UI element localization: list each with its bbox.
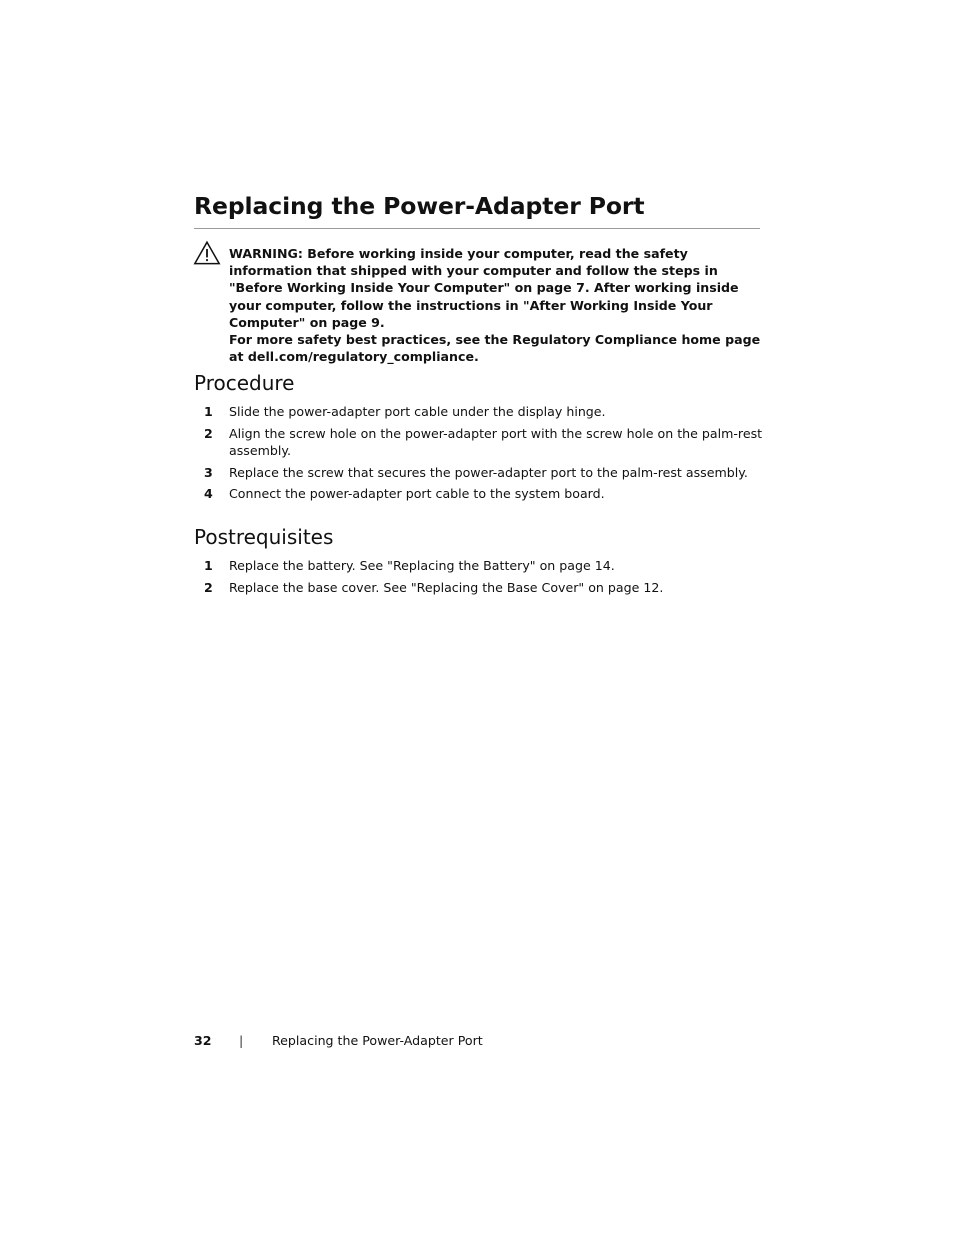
step-number: 1 bbox=[204, 558, 213, 573]
postrequisite-step bbox=[194, 579, 764, 596]
title-divider bbox=[194, 228, 760, 229]
step-text: Slide the power-adapter port cable under the display hinge. bbox=[229, 404, 606, 419]
procedure-step bbox=[194, 425, 764, 459]
warning-triangle-icon bbox=[193, 240, 221, 266]
procedure-step bbox=[194, 403, 764, 420]
procedure-steps bbox=[194, 403, 764, 507]
page-title: Replacing the Power-Adapter Port bbox=[194, 192, 645, 220]
procedure-step bbox=[194, 485, 764, 502]
step-number: 2 bbox=[204, 579, 213, 595]
step-number: 4 bbox=[204, 486, 213, 502]
warning-notice bbox=[229, 245, 764, 365]
step-text: Connect the power-adapter port cable to the system board. bbox=[229, 486, 605, 502]
step-number: 2 bbox=[204, 425, 213, 441]
step-number: 1 bbox=[204, 404, 213, 419]
postrequisite-step bbox=[194, 557, 764, 574]
step-text: Replace the base cover. See "Replacing the Base Cover" on page 12. bbox=[229, 579, 664, 595]
step-text: Align the screw hole on the power-adapter port with the screw hole on the palm-rest assembly. bbox=[229, 425, 763, 458]
procedure-step bbox=[194, 464, 764, 481]
footer-chapter-title: Replacing the Power-Adapter Port bbox=[272, 1033, 483, 1048]
postrequisites-heading: Postrequisites bbox=[194, 525, 334, 549]
procedure-heading: Procedure bbox=[194, 371, 295, 395]
warning-paragraph: WARNING: Before working inside your computer, read the safety information that shipped with your computer and follow the steps in "Before Working Inside Your Computer" on page 7. After working inside your computer, follow the instructions in "After Working Inside Your Computer" on page 9. bbox=[229, 246, 739, 330]
step-text: Replace the battery. See "Replacing the Battery" on page 14. bbox=[229, 558, 615, 573]
footer-separator: | bbox=[239, 1033, 244, 1048]
warning-paragraph: For more safety best practices, see the Regulatory Compliance home page at dell.com/regulatory_compliance. bbox=[229, 332, 761, 365]
step-number: 3 bbox=[204, 464, 213, 480]
page-number: 32 bbox=[194, 1033, 212, 1048]
postrequisites-steps bbox=[194, 557, 764, 600]
step-text: Replace the screw that secures the power-adapter port to the palm-rest assembly. bbox=[229, 464, 748, 480]
